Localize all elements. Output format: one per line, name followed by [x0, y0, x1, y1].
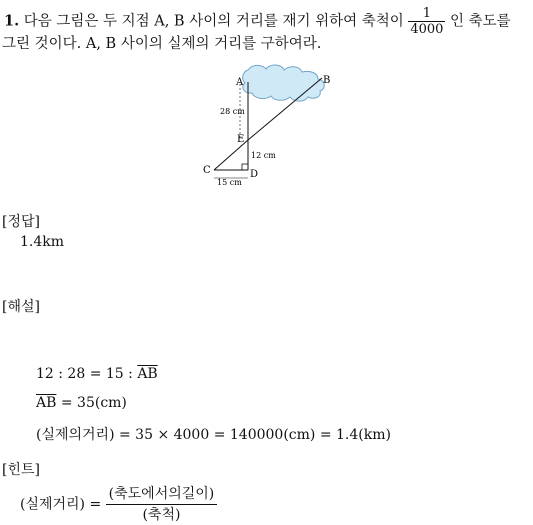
- eq1-left: 12 : 28 = 15 :: [36, 366, 138, 382]
- scale-numerator: 1: [422, 6, 432, 21]
- eq1-segment-AB: $\overline{AB}$: [137, 366, 158, 382]
- hint-formula: [20, 484, 217, 525]
- eq2-right: = 35(cm): [56, 395, 127, 411]
- explanation-eq-1: [36, 366, 158, 382]
- question-number: 1.: [4, 12, 20, 30]
- scale-denominator: 4000: [410, 22, 444, 37]
- cloud-shape: [243, 65, 325, 101]
- length-ED: 12 cm: [251, 151, 276, 160]
- label-A: A: [236, 77, 244, 88]
- question-line-1: [4, 6, 511, 37]
- label-B: B: [323, 75, 331, 86]
- label-D: D: [250, 169, 259, 180]
- label-C: C: [203, 165, 211, 176]
- label-E: E: [237, 134, 245, 145]
- explanation-header: [해설]: [2, 299, 40, 315]
- question-text-1: 다음 그림은 두 지점 A, B 사이의 거리를 재기 위하여 축척이: [23, 13, 404, 30]
- eq2-segment-AB: $\overline{AB}$: [36, 395, 57, 411]
- question-text-1-tail: 인 축도를: [450, 13, 511, 30]
- scale-fraction: [408, 6, 445, 37]
- question-line-2: 그린 것이다. A, B 사이의 실제의 거리를 구하여라.: [2, 36, 322, 52]
- explanation-eq-3: (실제의거리) = 35 × 4000 = 140000(cm) = 1.4(km): [36, 427, 391, 443]
- hint-header: [힌트]: [2, 462, 40, 478]
- answer-header: [정답]: [2, 214, 40, 230]
- length-AE: 28 cm: [220, 107, 245, 116]
- explanation-eq-2: [36, 395, 127, 411]
- hint-left: (실제거리) =: [20, 496, 106, 513]
- hint-fraction: [106, 484, 218, 525]
- triangle-figure: [196, 60, 346, 186]
- right-angle-mark: [242, 164, 248, 170]
- hint-numerator: (축도에서의길이): [108, 486, 215, 502]
- hint-denominator: (축척): [106, 504, 218, 525]
- length-CD: 15 cm: [217, 178, 242, 186]
- answer-value: 1.4km: [20, 234, 65, 250]
